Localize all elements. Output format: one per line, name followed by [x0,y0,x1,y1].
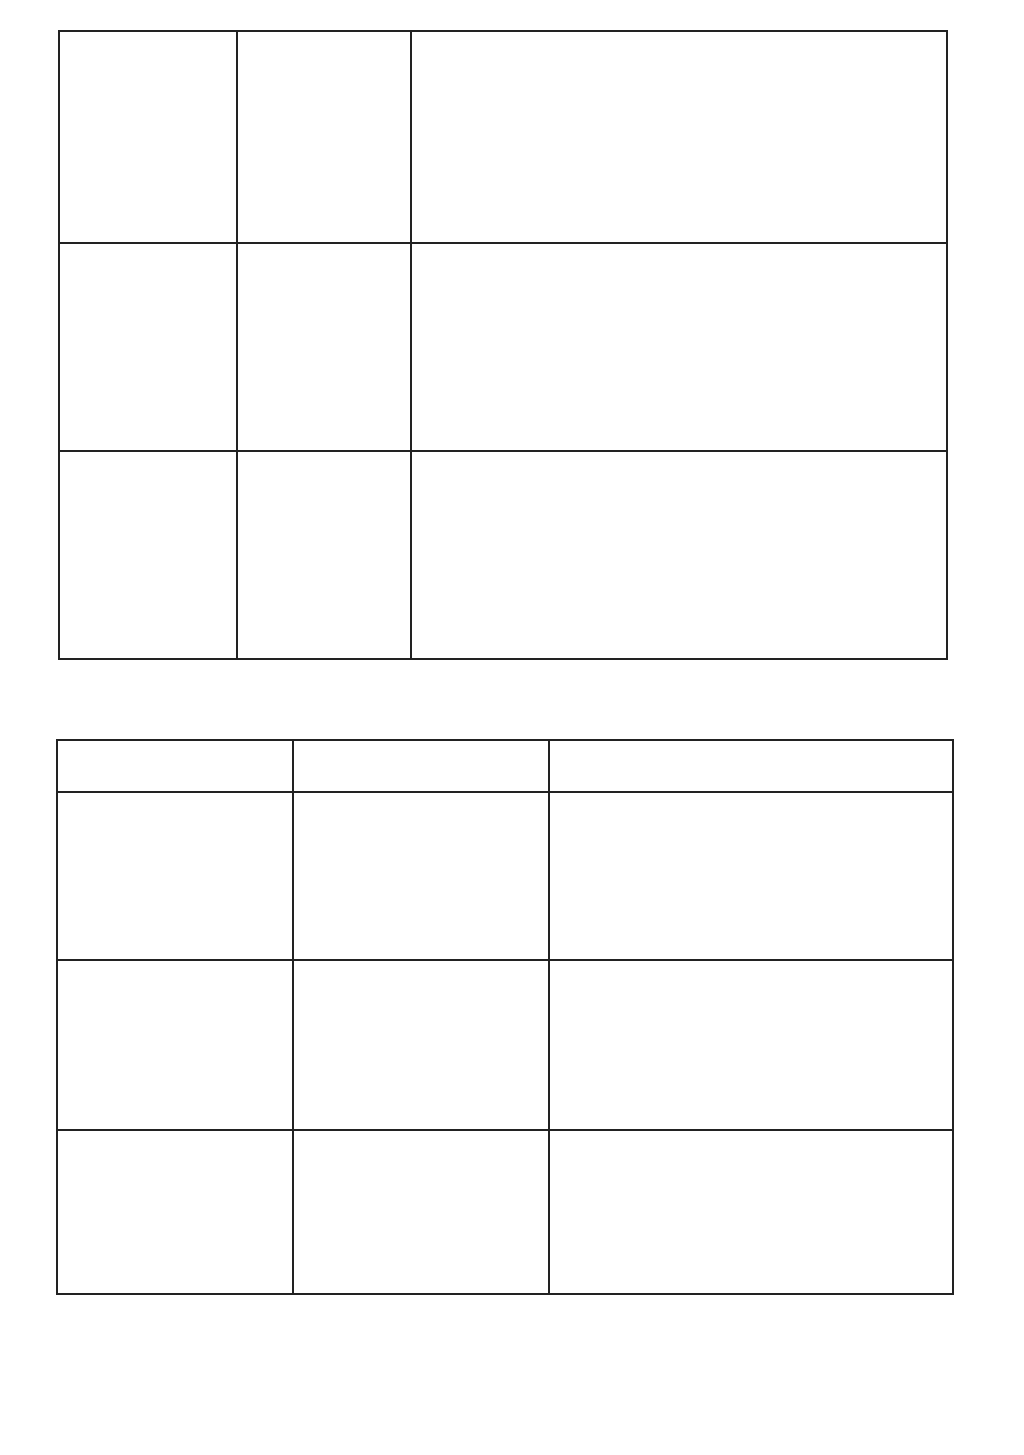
character-table [56,739,954,1295]
row-divider [58,1129,952,1131]
row-divider [60,450,946,452]
column-divider [236,32,238,658]
answer-table-continued [58,30,948,660]
header-personality [550,741,952,793]
row-divider [58,959,952,961]
header-character [58,741,294,793]
column-divider [548,741,550,1293]
column-divider [410,32,412,658]
row-divider [60,242,946,244]
header-divider [58,791,952,793]
header-lesson-title [294,741,550,793]
column-divider [292,741,294,1293]
